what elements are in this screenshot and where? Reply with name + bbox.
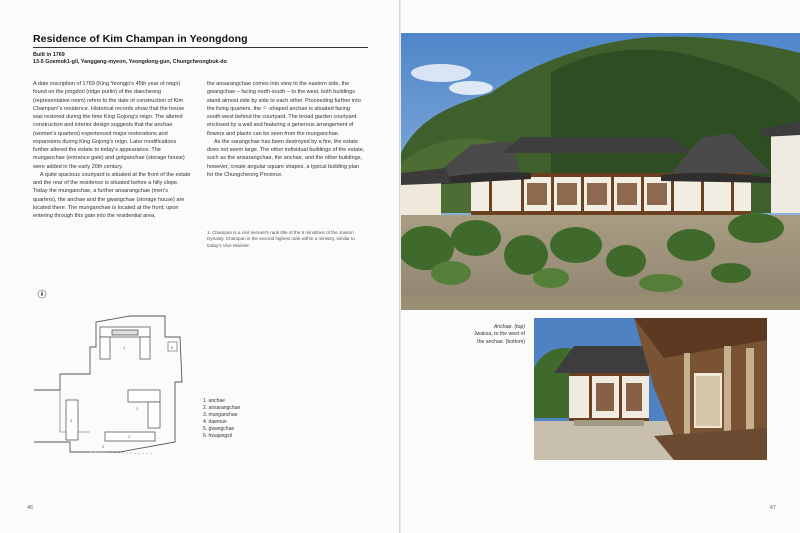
caption-line: Jwaksa, to the west of the anchae. (bottom) (473, 331, 525, 345)
svg-text:6: 6 (171, 345, 174, 350)
caption-line: Anchae. (top) (493, 324, 525, 330)
svg-text:3: 3 (128, 434, 131, 439)
built-year: Built in 1769 (33, 52, 65, 58)
legend-item: 4. daemun (203, 419, 227, 426)
north-arrow-icon (38, 290, 46, 298)
anchae-building (100, 327, 150, 359)
legend-item: 5. gwangchae (203, 426, 235, 433)
legend-item: 1. anchae (203, 398, 225, 404)
svg-text:5: 5 (70, 418, 73, 423)
page-title: Residence of Kim Champan in Yeongdong (33, 33, 248, 45)
svg-text:2: 2 (136, 406, 139, 411)
legend-item: 2. ansarangchae (203, 405, 241, 412)
site-plan-diagram (30, 282, 195, 464)
right-page (401, 0, 800, 533)
address: 13-5 Goemok1-gil, Yanggang-myeon, Yeongdong-gun, Chungcheongbuk-do (33, 59, 227, 66)
page-number: 47 (769, 505, 776, 511)
svg-text:4: 4 (102, 444, 105, 449)
plan-legend (203, 398, 240, 441)
svg-text:1: 1 (123, 345, 126, 350)
footnote: 1. Champan is a civil servant's rank title of the 6 ministries of the Joseon Dynasty. Champan is the second highest rank within a ministry, similar to today's Vice Minister. (207, 230, 355, 248)
ansarangchae-building (128, 390, 160, 428)
left-page (0, 0, 399, 533)
jwaksa-photo (534, 318, 767, 460)
paragraph: the ansarangchae comes into view to the eastern side, the gwangchae – facing north-south – to the west, both buildings stand almost side by side to each other. Proceeding further into the living quarters, the ㄷ-shaped anchae is situated facing south-west behind the courtyard. The broad garden courtyard enclosed by a wall and featuring a generous arrangement of flowers and plants can be seen from the munganchae. (207, 81, 361, 137)
paragraph: As the sarangchae has been destroyed by a fire, the estate does not seem large. The other individual buildings of the estate, such as the ansarangchae, the anchae, and the other buildings, however, create angular square shapes, a typical building plan for the Chungcheong Province. (207, 138, 365, 178)
legend-item: 6. hwajangsil (203, 433, 232, 440)
anchae-photo (401, 33, 800, 310)
title-rule (33, 47, 368, 48)
text-column-1 (33, 80, 191, 220)
page-number: 46 (27, 505, 34, 511)
paragraph: A quite spacious courtyard is situated at the front of the estate and the rear of the residence is situated before a hilly slope. Today the munganchae, a further ansarangchae (men's quarters), the anchae and the gwangchae (storage house) are located there. The munganchae is located at the front; upon entering through this gate into the residential area, (33, 171, 191, 219)
legend-item: 3. munganchae (203, 412, 238, 419)
built-info (33, 52, 227, 67)
photo-caption (471, 324, 525, 346)
paragraph: A date inscription of 1769 (King Yeongjo's 45th year of reign) found on the jongdori (ridge purlin) of the daecheong (representative room) refers to the date of construction of Kim Champan¹'s residence. Historical records show that the house was restored during the time King Gojong's reign. The altered construction and interior design suggests that the anchae (women's quarters) experienced major restorations and expansions during King Gojong's reign. Later modifications further altered the estate to today's appearance. The munganchae (entrance gate) and gotganchae (storage house) were added in the early 20th century. (33, 81, 185, 170)
text-column-2 (207, 80, 365, 179)
